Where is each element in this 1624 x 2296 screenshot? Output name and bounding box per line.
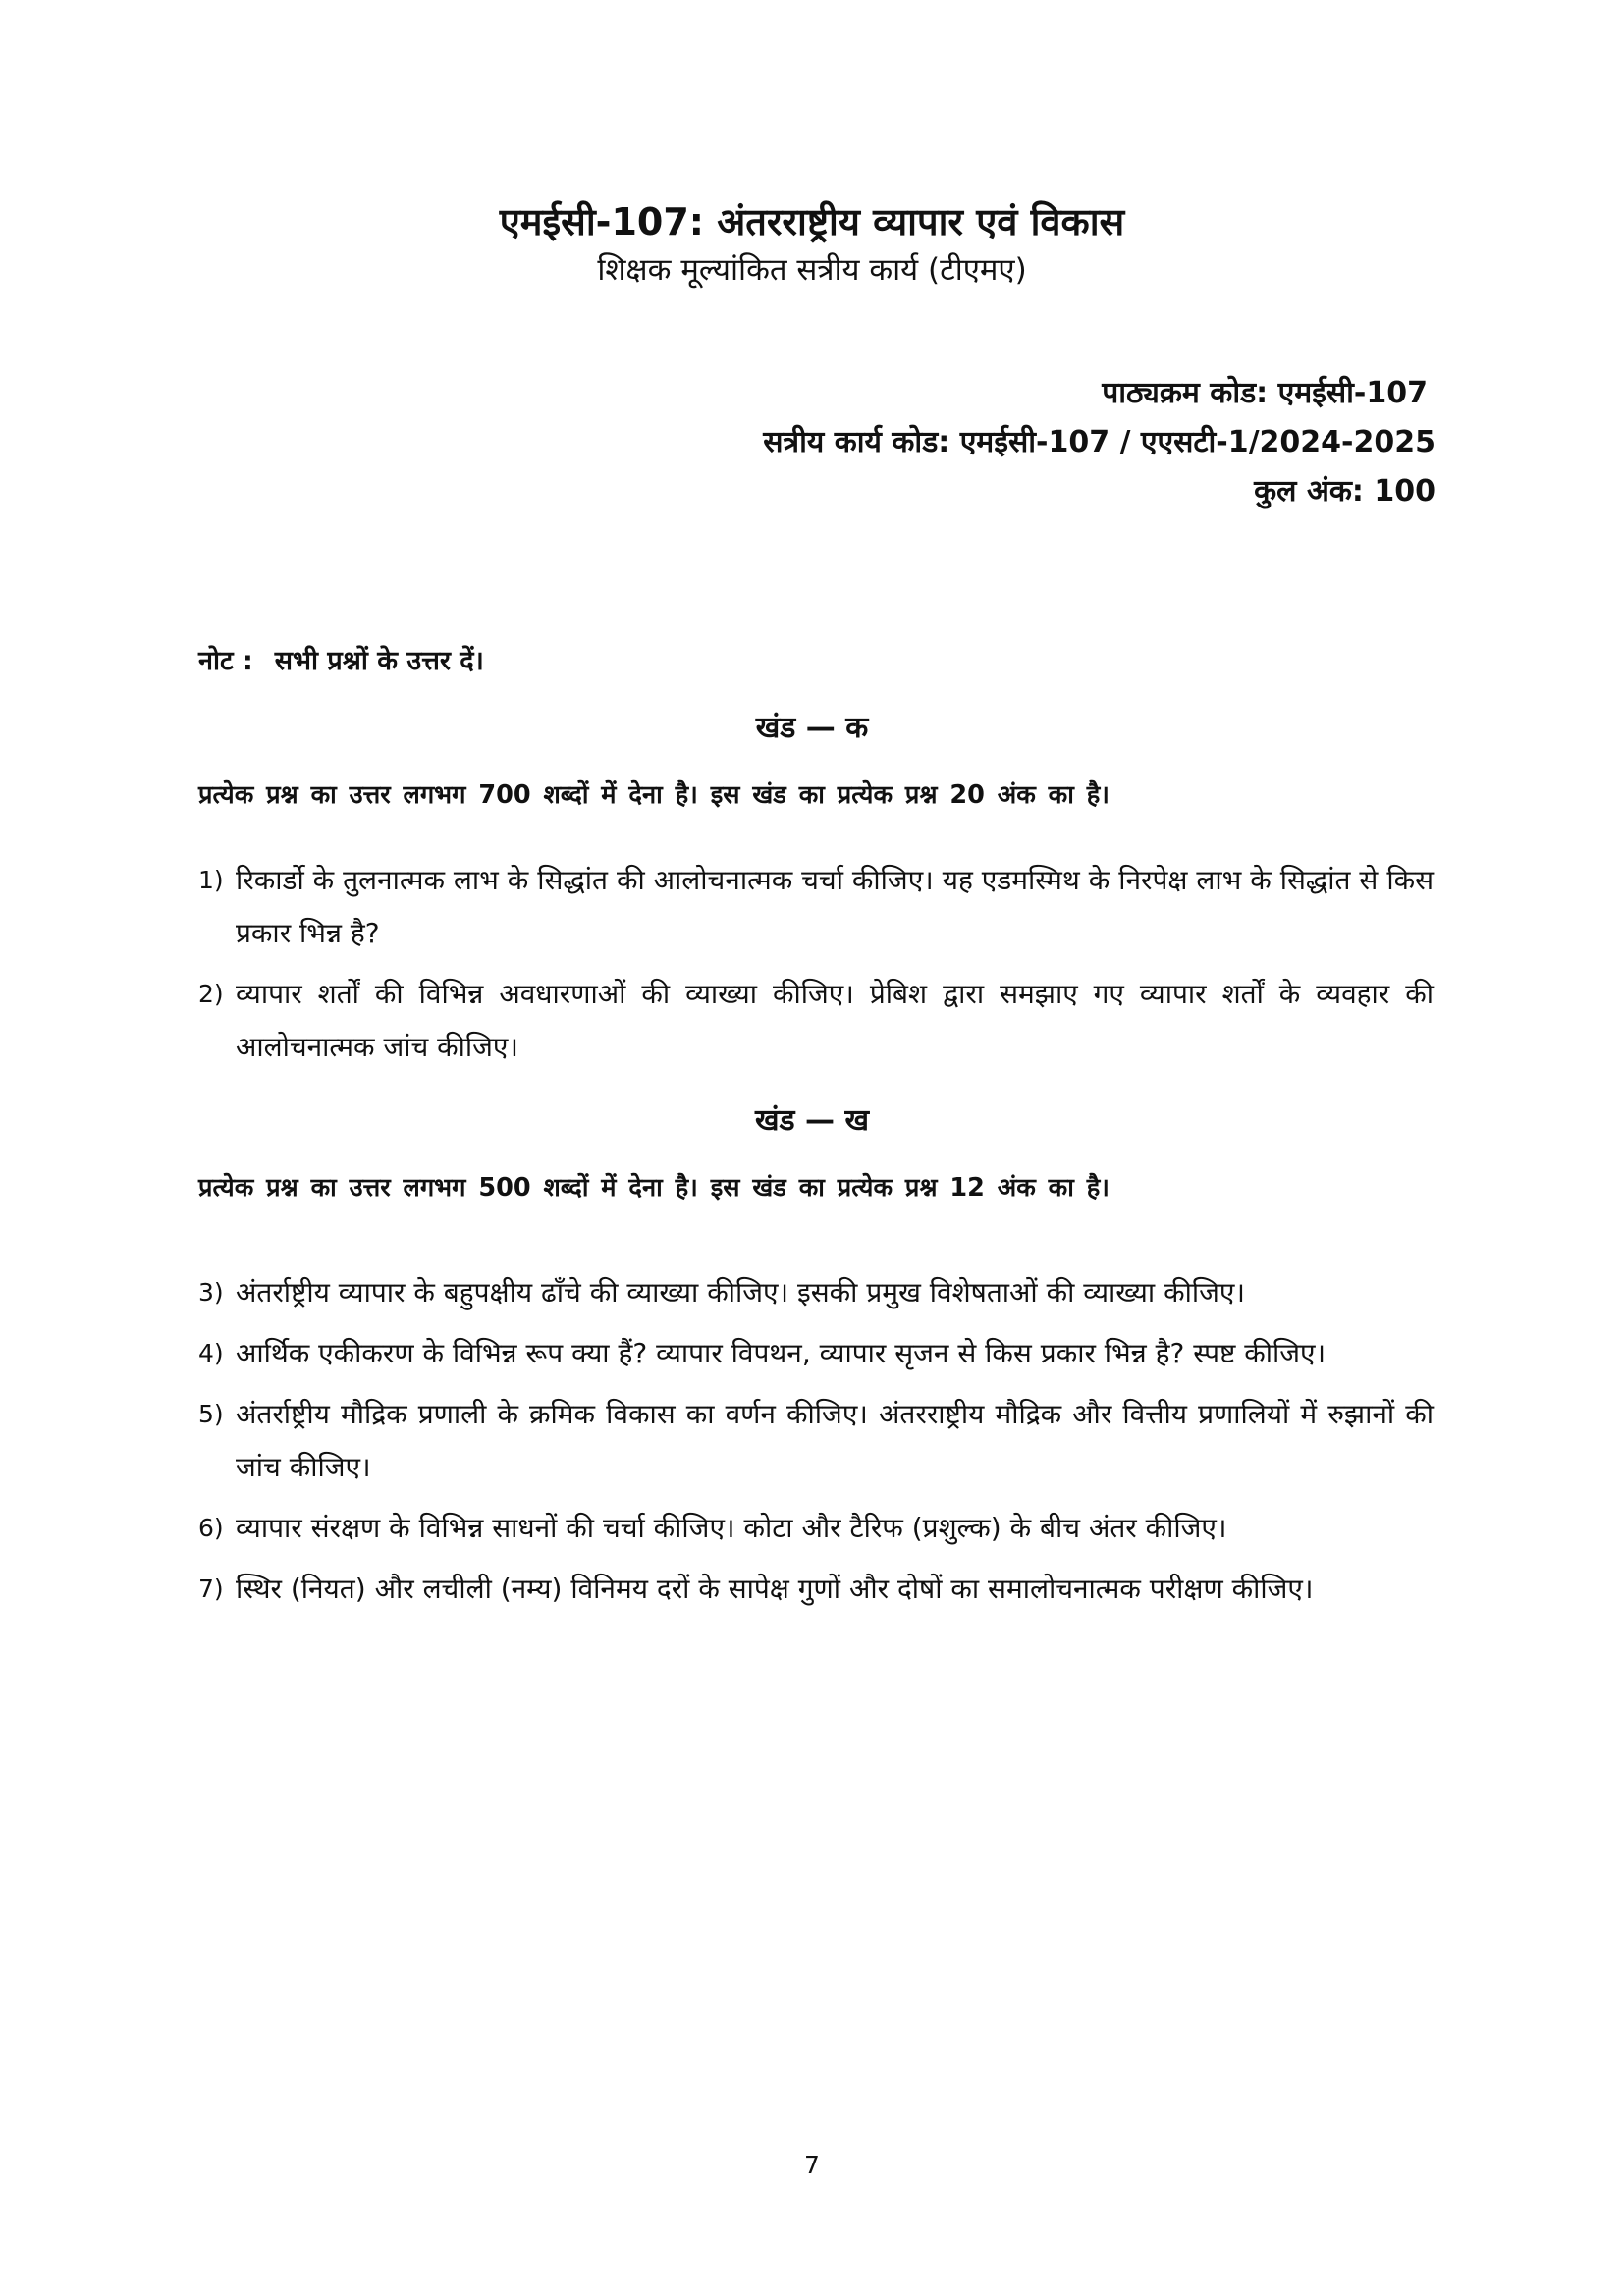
assignment-code: सत्रीय कार्य कोड: एमईसी-107 / एएसटी-1/2024-2025 [763, 425, 1435, 459]
question-number: 4) [198, 1339, 224, 1367]
question-item [198, 1502, 1434, 1555]
question-item [198, 968, 1434, 1074]
title-block [0, 196, 1624, 293]
course-codes-block [763, 369, 1435, 516]
question-text: रिकार्डो के तुलनात्मक लाभ के सिद्धांत की आलोचनात्मक चर्चा कीजिए। यह एडमस्मिथ के निरपेक्ष लाभ के सिद्धांत से किस प्रकार भिन्न है? [236, 864, 1434, 949]
total-marks: कुल अंक: 100 [1254, 474, 1435, 508]
note [198, 642, 484, 681]
note-text: सभी प्रश्नों के उत्तर दें। [274, 646, 484, 676]
question-number: 1) [198, 866, 224, 894]
question-item [198, 1563, 1434, 1616]
question-item [198, 1266, 1434, 1319]
question-number: 2) [198, 980, 224, 1008]
section-a-instruction: प्रत्येक प्रश्न का उत्तर लगभग 700 शब्दों में देना है। इस खंड का प्रत्येक प्रश्न 20 अंक का है। [198, 780, 1110, 810]
question-text: व्यापार संरक्षण के विभिन्न साधनों की चर्चा कीजिए। कोटा और टैरिफ (प्रशुल्क) के बीच अंतर कीजिए। [236, 1512, 1227, 1544]
section-b-question-list [198, 1266, 1434, 1624]
question-item [198, 854, 1434, 960]
note-label: नोट : [198, 646, 253, 676]
question-item [198, 1388, 1434, 1494]
question-text: स्थिर (नियत) और लचीली (नम्य) विनिमय दरों के सापेक्ष गुणों और दोषों का समालोचनात्मक परीक्षण कीजिए। [236, 1573, 1314, 1605]
question-text: अंतर्राष्ट्रीय व्यापार के बहुपक्षीय ढाँचे की व्याख्या कीजिए। इसकी प्रमुख विशेषताओं की व्याख्या कीजिए। [236, 1276, 1245, 1308]
question-text: आर्थिक एकीकरण के विभिन्न रूप क्या हैं? व्यापार विपथन, व्यापार सृजन से किस प्रकार भिन्न है? स्पष्ट कीजिए। [236, 1337, 1326, 1369]
question-number: 7) [198, 1575, 224, 1603]
question-text: अंतर्राष्ट्रीय मौद्रिक प्रणाली के क्रमिक विकास का वर्णन कीजिए। अंतरराष्ट्रीय मौद्रिक और वित्तीय प्रणालियों में रुझानों की जांच कीजिए। [236, 1398, 1434, 1483]
question-number: 3) [198, 1278, 224, 1307]
section-a-question-list [198, 854, 1434, 1082]
question-item [198, 1327, 1434, 1380]
document-title: एमईसी-107: अंतरराष्ट्रीय व्यापार एवं विकास [499, 200, 1125, 243]
document-subtitle: शिक्षक मूल्यांकित सत्रीय कार्य (टीएमए) [597, 252, 1027, 288]
course-code: पाठ्यक्रम कोड: एमईसी-107 [1102, 376, 1428, 410]
section-a-heading: खंड — क [755, 711, 869, 745]
question-number: 5) [198, 1400, 224, 1428]
section-b-instruction: प्रत्येक प्रश्न का उत्तर लगभग 500 शब्दों में देना है। इस खंड का प्रत्येक प्रश्न 12 अंक का है। [198, 1173, 1110, 1202]
question-number: 6) [198, 1514, 224, 1542]
section-b-heading: खंड — ख [754, 1103, 870, 1138]
question-text: व्यापार शर्तों की विभिन्न अवधारणाओं की व्याख्या कीजिए। प्रेबिश द्वारा समझाए गए व्यापार शर्तों के व्यवहार की आलोचनात्मक जांच कीजिए। [236, 978, 1434, 1063]
page-number: 7 [804, 2151, 820, 2179]
